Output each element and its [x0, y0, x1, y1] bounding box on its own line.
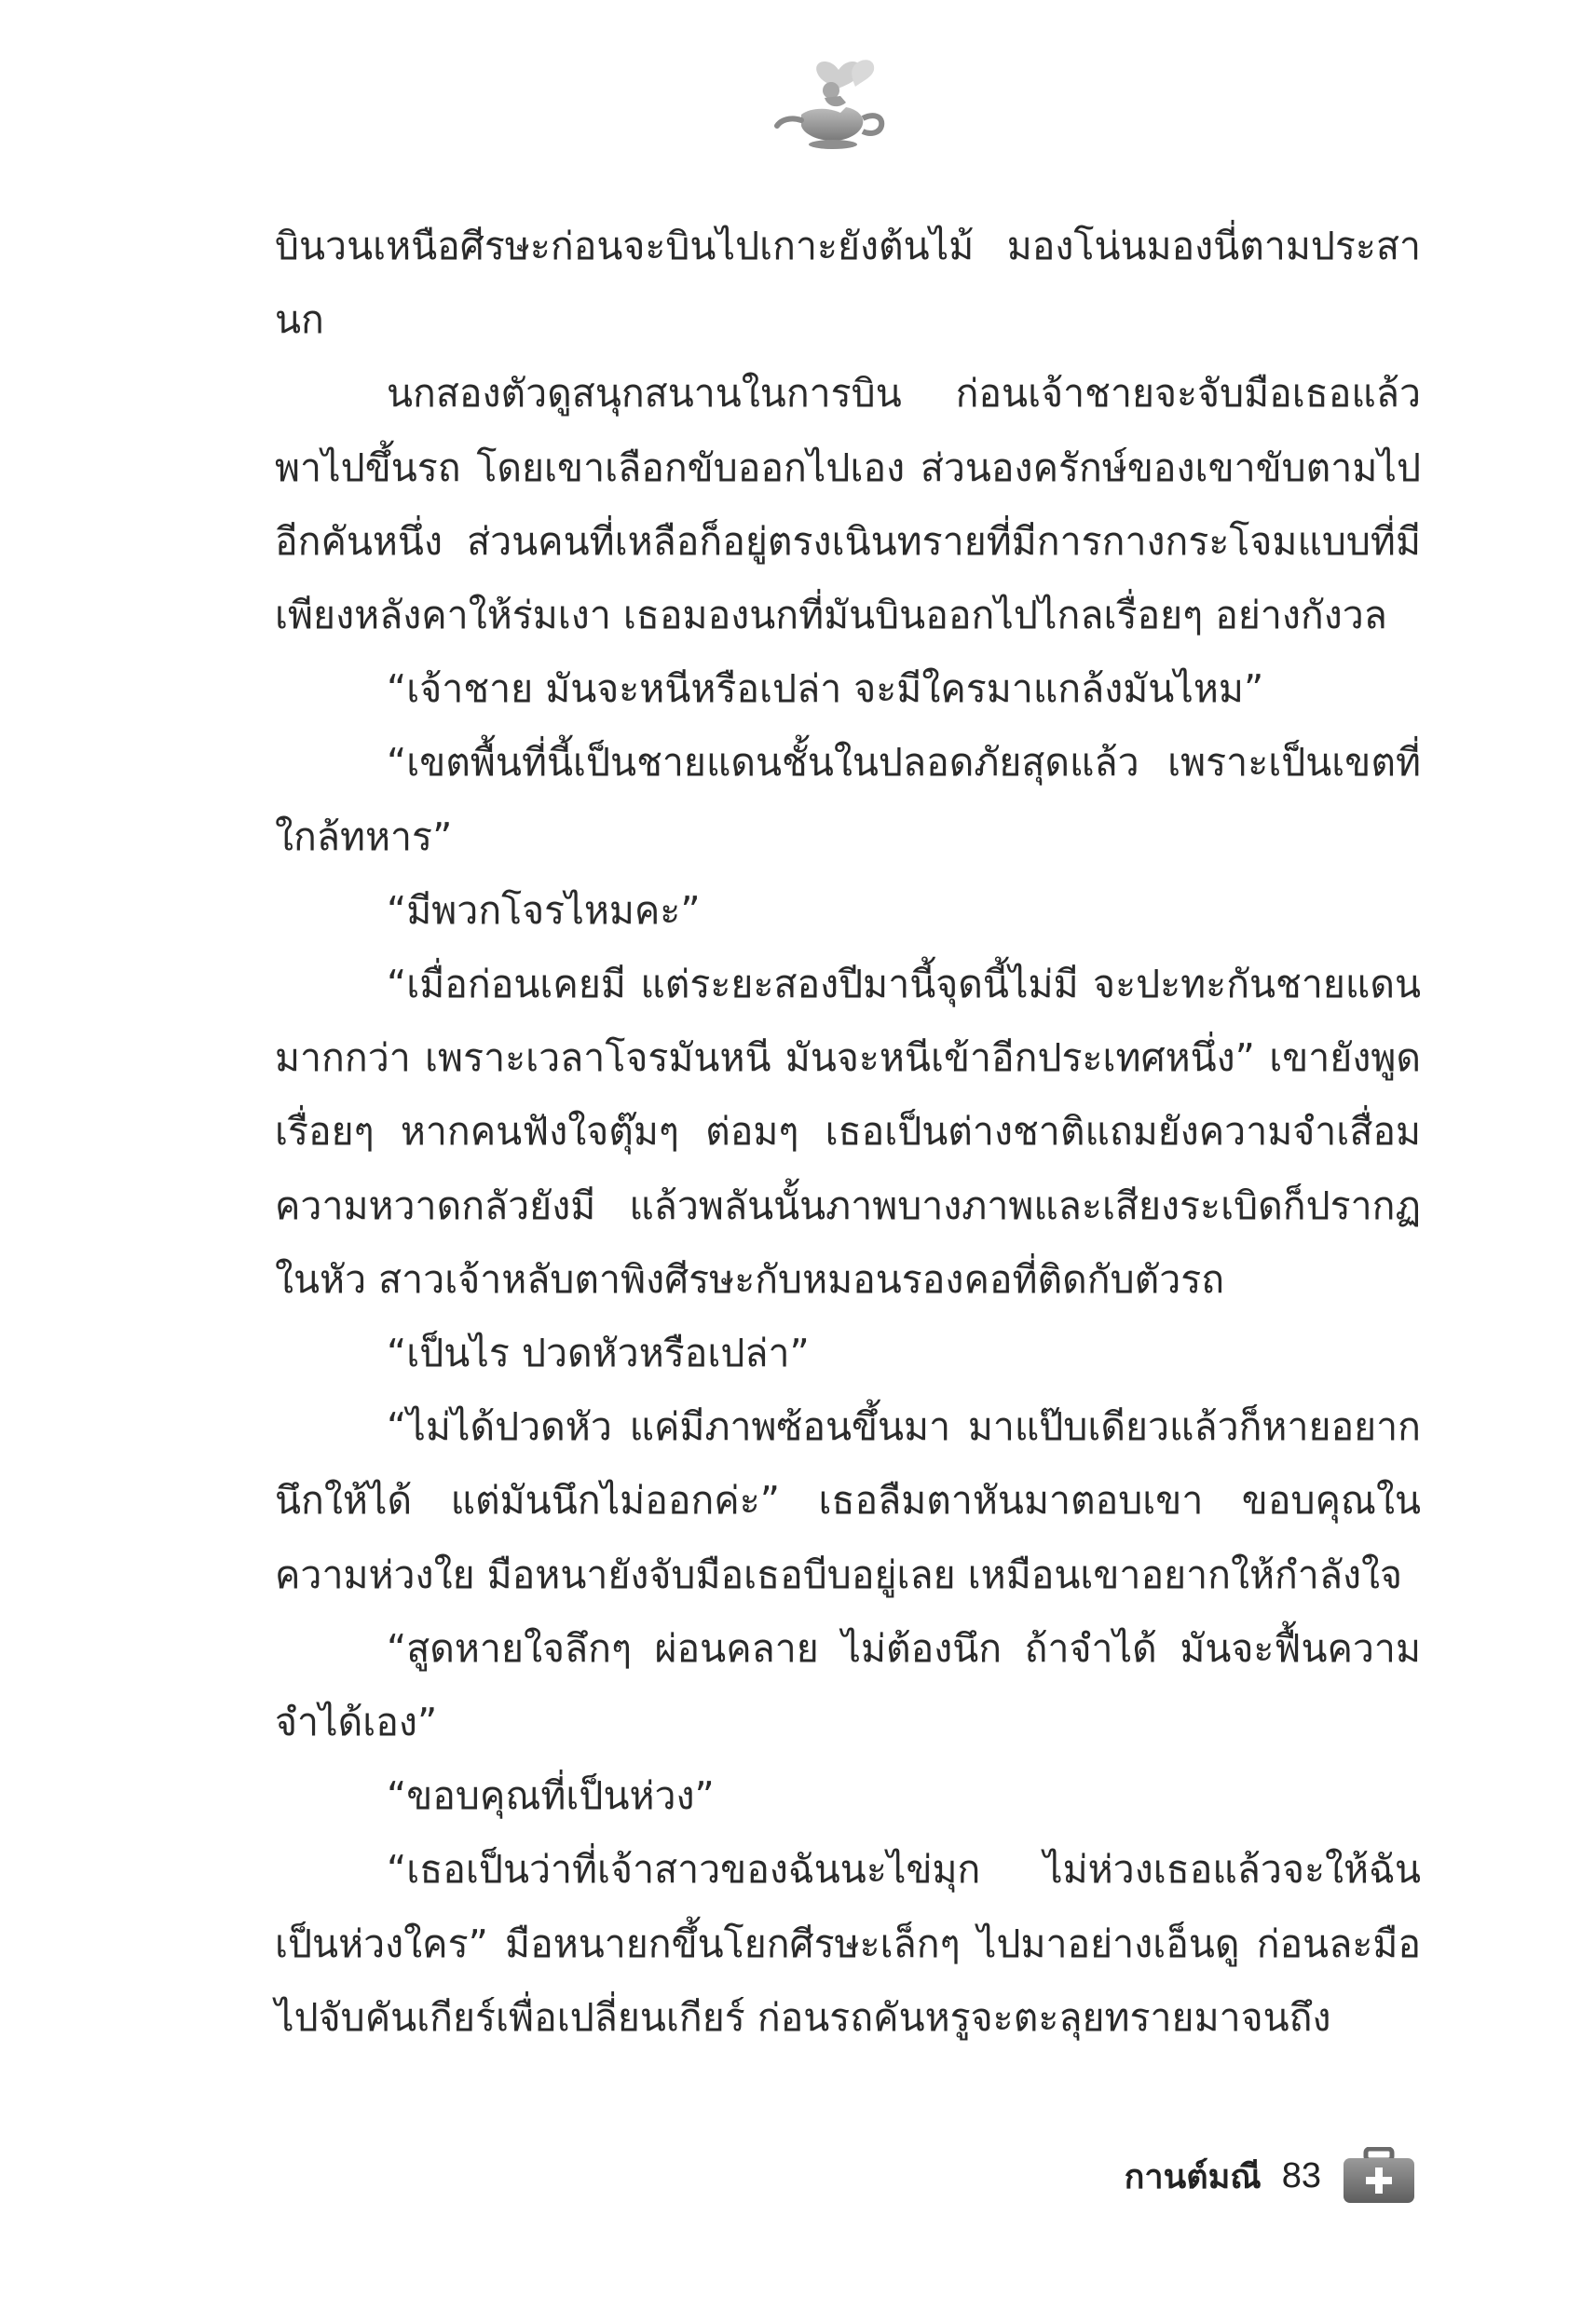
- paragraph: “เป็นไร ปวดหัวหรือเปล่า”: [387, 1331, 810, 1376]
- paragraph: “เธอเป็นว่าที่เจ้าสาวของฉันนะไข่มุก ไม่ห่วงเธอแล้วจะให้ฉันเป็นห่วงใคร” มือหนายกขึ้นโยกศีรษะเล็กๆ ไปมาอย่างเอ็นดู ก่อนละมือไปจับคันเกียร์เพื่อเปลี่ยนเกียร์ ก่อนรถคันหรูจะตะลุยทรายมาจนถึง: [275, 1847, 1421, 2040]
- paragraph: “มีพวกโจรไหมคะ”: [387, 887, 701, 933]
- cupid-teapot-ornament-icon: [773, 51, 913, 163]
- paragraph: “สูดหายใจลึกๆ ผ่อนคลาย ไม่ต้องนึก ถ้าจำได้ มันจะฟื้นความจำได้เอง”: [275, 1625, 1421, 1745]
- paragraph: นกสองตัวดูสนุกสนานในการบิน ก่อนเจ้าชายจะจับมือเธอแล้วพาไปขึ้นรถ โดยเขาเลือกขับออกไปเอง ส่วนองครักษ์ของเขาขับตามไปอีกคันหนึ่ง ส่วนคนที่เหลือก็อยู่ตรงเนินทรายที่มีการกางกระโจมแบบที่มีเพียงหลังคาให้ร่มเงา เธอมองนกที่มันบินออกไปไกลเรื่อยๆ อย่างกังวล: [275, 371, 1421, 638]
- body-text: [275, 210, 1421, 2055]
- page-number: 83: [1281, 2155, 1321, 2195]
- paragraph: “เมื่อก่อนเคยมี แต่ระยะสองปีมานี้จุดนี้ไม่มี จะปะทะกันชายแดนมากกว่า เพราะเวลาโจรมันหนี มันจะหนีเข้าอีกประเทศหนึ่ง” เขายังพูดเรื่อยๆ หากคนฟังใจตุ๊มๆ ต่อมๆ เธอเป็นต่างชาติแถมยังความจำเสื่อมความหวาดกลัวยังมี แล้วพลันนั้นภาพบางภาพและเสียงระเบิดก็ปรากฏในหัว สาวเจ้าหลับตาพิงศีรษะกับหมอนรองคอที่ติดกับตัวรถ: [275, 962, 1421, 1302]
- medical-kit-icon: [1342, 2147, 1416, 2205]
- paragraph: “เขตพื้นที่นี้เป็นชายแดนชั้นในปลอดภัยสุดแล้ว เพราะเป็นเขตที่ใกล้ทหาร”: [275, 740, 1421, 859]
- page-footer: [1025, 2143, 1416, 2208]
- paragraph: บินวนเหนือศีรษะก่อนจะบินไปเกาะยังต้นไม้ มองโน่นมองนี่ตามประสานก: [275, 224, 1421, 343]
- paragraph: “ไม่ได้ปวดหัว แค่มีภาพซ้อนขึ้นมา มาแป๊บเดียวแล้วก็หายอยากนึกให้ได้ แต่มันนึกไม่ออกค่ะ” เธอลืมตาหันมาตอบเขา ขอบคุณในความห่วงใย มือหนายังจับมือเธอบีบอยู่เลย เหมือนเขาอยากให้กำลังใจ: [275, 1404, 1421, 1597]
- book-title: กานต์มณี: [1124, 2157, 1262, 2196]
- paragraph: “เจ้าชาย มันจะหนีหรือเปล่า จะมีใครมาแกล้งมันไหม”: [387, 666, 1264, 712]
- paragraph: “ขอบคุณที่เป็นห่วง”: [387, 1773, 715, 1819]
